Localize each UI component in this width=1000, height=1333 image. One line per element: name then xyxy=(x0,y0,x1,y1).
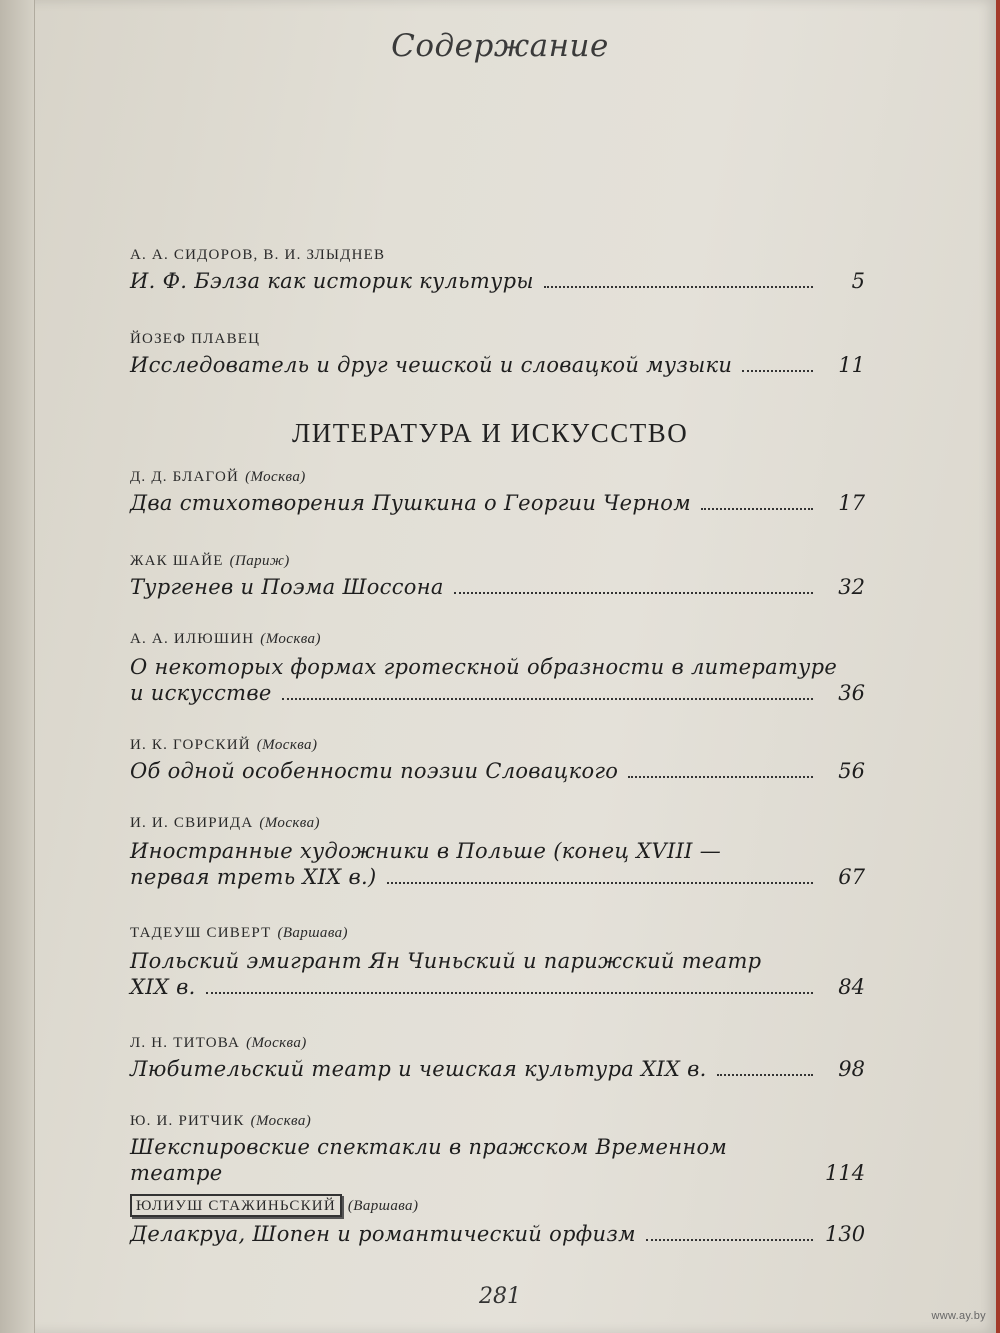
author-city: (Москва) xyxy=(260,631,321,647)
entry-title: Два стихотворения Пушкина о Георгии Черном xyxy=(130,491,691,515)
title-row xyxy=(130,1221,865,1247)
author-city: (Москва) xyxy=(245,469,306,485)
entry-title: Исследователь и друг чешской и словацкой музыки xyxy=(130,353,733,377)
author-name: Д. Д. БЛАГОЙ xyxy=(130,469,240,485)
author-city: (Варшава) xyxy=(347,1198,419,1214)
title-row xyxy=(130,1056,865,1082)
toc-entry xyxy=(130,924,865,1000)
page-number: 17 xyxy=(838,491,865,515)
title-row xyxy=(130,490,865,516)
page-number: 11 xyxy=(838,353,865,377)
entry-author xyxy=(130,630,865,648)
author-name: ЖАК ШАЙЕ xyxy=(130,553,224,569)
toc-entry xyxy=(130,468,865,516)
entry-author xyxy=(130,736,865,754)
page-number: 32 xyxy=(838,575,865,599)
entry-author xyxy=(130,1034,865,1052)
title-row xyxy=(130,974,865,1000)
dot-leader xyxy=(206,992,813,994)
title-row xyxy=(130,574,865,600)
entry-author xyxy=(130,1112,865,1130)
author-name: ТАДЕУШ СИВЕРТ xyxy=(130,925,272,941)
dot-leader xyxy=(454,592,813,594)
entry-author xyxy=(130,924,865,942)
author-city: (Париж) xyxy=(229,553,290,569)
section-heading: ЛИТЕРАТУРА И ИСКУССТВО xyxy=(292,418,689,448)
page-number: 98 xyxy=(838,1057,865,1081)
toc-entry xyxy=(130,736,865,784)
author-name: ЙОЗЕФ ПЛАВЕЦ xyxy=(130,331,261,347)
page-number: 130 xyxy=(825,1222,866,1246)
entry-title-line: Польский эмигрант Ян Чиньский и парижский театр xyxy=(130,949,762,973)
entry-title: и искусстве xyxy=(130,681,272,705)
dot-leader xyxy=(282,698,813,700)
page-number: 84 xyxy=(838,975,865,999)
dot-leader xyxy=(544,286,813,288)
site-watermark: www.ay.by xyxy=(931,1310,986,1322)
author-name: Л. Н. ТИТОВА xyxy=(130,1035,241,1051)
toc-entry xyxy=(130,330,865,378)
entry-author xyxy=(130,468,865,486)
entry-title: Делакруа, Шопен и романтический орфизм xyxy=(130,1222,636,1246)
page-number: 5 xyxy=(851,269,865,293)
toc-entry xyxy=(130,1194,865,1247)
dot-leader xyxy=(701,508,813,510)
page-gutter xyxy=(0,0,35,1333)
entry-title: Об одной особенности поэзии Словацкого xyxy=(130,759,619,783)
toc-entry xyxy=(130,1112,865,1186)
toc-entry xyxy=(130,630,865,706)
entry-title: И. Ф. Бэлза как историк культуры xyxy=(130,269,534,293)
toc-entry xyxy=(130,814,865,890)
author-name: А. А. ИЛЮШИН xyxy=(130,631,255,647)
author-city: (Москва) xyxy=(256,737,318,753)
page-heading: Содержание xyxy=(391,28,609,64)
entry-author xyxy=(130,814,865,832)
dot-leader xyxy=(717,1074,813,1076)
toc-entry xyxy=(130,552,865,600)
author-city: (Москва) xyxy=(246,1035,307,1051)
author-name: А. А. СИДОРОВ, В. И. ЗЛЫДНЕВ xyxy=(130,247,386,263)
author-city: (Москва) xyxy=(259,815,320,831)
toc-entry xyxy=(130,1034,865,1082)
title-row xyxy=(130,864,865,890)
author-name: Ю. И. РИТЧИК xyxy=(130,1113,245,1129)
entry-title: Шекспировские спектакли в пражском Временном театре xyxy=(130,1135,728,1185)
entry-title: Тургенев и Поэма Шоссона xyxy=(130,575,444,599)
folio-page-number: 281 xyxy=(479,1284,521,1309)
entry-author xyxy=(130,330,865,348)
entry-title: Любительский театр и чешская культура XIX в. xyxy=(130,1057,707,1081)
title-row xyxy=(130,268,865,294)
page-number: 36 xyxy=(838,681,865,705)
entry-author xyxy=(130,246,865,264)
author-city: (Москва) xyxy=(250,1113,312,1129)
entry-author xyxy=(130,552,865,570)
entry-title: первая треть XIX в.) xyxy=(130,865,377,889)
title-row xyxy=(130,758,865,784)
toc-entry xyxy=(130,246,865,294)
page-number: 56 xyxy=(838,759,865,783)
title-row xyxy=(130,352,865,378)
title-row xyxy=(130,680,865,706)
entry-title-line: О некоторых формах гротескной образности в литературе xyxy=(130,655,838,679)
dot-leader xyxy=(742,370,813,372)
entry-author xyxy=(130,1194,865,1217)
entry-title-line: Иностранные художники в Польше (конец XVIII — xyxy=(130,839,722,863)
author-name: И. К. ГОРСКИЙ xyxy=(130,737,251,753)
entry-title: XIX в. xyxy=(130,975,196,999)
dot-leader xyxy=(628,776,813,778)
page-number: 114 xyxy=(825,1161,866,1185)
author-name: И. И. СВИРИДА xyxy=(130,815,254,831)
title-row xyxy=(130,1134,865,1186)
dot-leader xyxy=(387,882,814,884)
dot-leader xyxy=(646,1239,813,1241)
dot-leader xyxy=(793,1178,813,1180)
author-name-boxed: ЮЛИУШ СТАЖИНЬСКИЙ xyxy=(130,1194,342,1217)
author-city: (Варшава) xyxy=(277,925,348,941)
page-number: 67 xyxy=(838,865,865,889)
